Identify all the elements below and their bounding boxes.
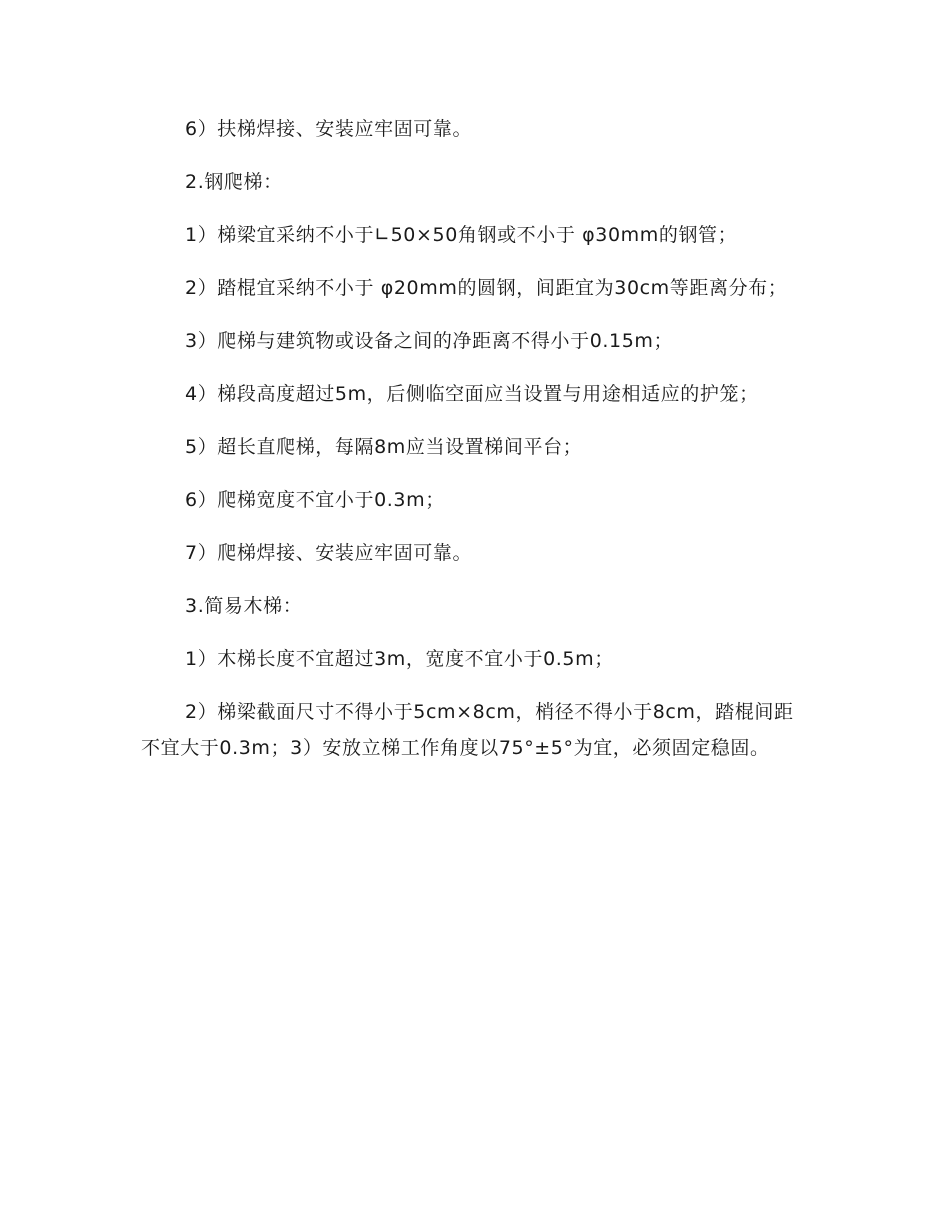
paragraph-ladder-weld-fixing: 6）扶梯焊接、安装应牢固可靠。 bbox=[185, 118, 473, 140]
paragraph-steel-ladder-cage: 4）梯段高度超过5m，后侧临空面应当设置与用途相适应的护笼； bbox=[185, 383, 759, 405]
paragraph-steel-ladder-platform: 5）超长直爬梯，每隔8m应当设置梯间平台； bbox=[185, 436, 583, 458]
paragraph-wood-ladder-beam-angle: 2）梯梁截面尺寸不得小于5cm×8cm，梢径不得小于8cm，踏棍间距不宜大于0.3m；3）安放立梯工作角度以75°±5°为宜，必须固定稳固。 bbox=[141, 701, 794, 759]
paragraph-steel-ladder-rung: 2）踏棍宜采纳不小于 φ20mm的圆钢，间距宜为30cm等距离分布； bbox=[185, 277, 788, 299]
paragraph-steel-ladder-clearance: 3）爬梯与建筑物或设备之间的净距离不得小于0.15m； bbox=[185, 330, 674, 352]
paragraph-steel-ladder-weld: 7）爬梯焊接、安装应牢固可靠。 bbox=[185, 542, 473, 564]
paragraph-wood-ladder-size: 1）木梯长度不宜超过3m，宽度不宜小于0.5m； bbox=[185, 648, 614, 670]
section-heading-wood-ladder: 3.简易木梯： bbox=[185, 595, 303, 617]
section-heading-steel-ladder: 2.钢爬梯： bbox=[185, 171, 283, 193]
paragraph-steel-ladder-width: 6）爬梯宽度不宜小于0.3m； bbox=[185, 489, 445, 511]
paragraph-steel-ladder-beam: 1）梯梁宜采纳不小于∟50×50角钢或不小于 φ30mm的钢管； bbox=[185, 224, 738, 246]
document-body bbox=[141, 111, 809, 766]
